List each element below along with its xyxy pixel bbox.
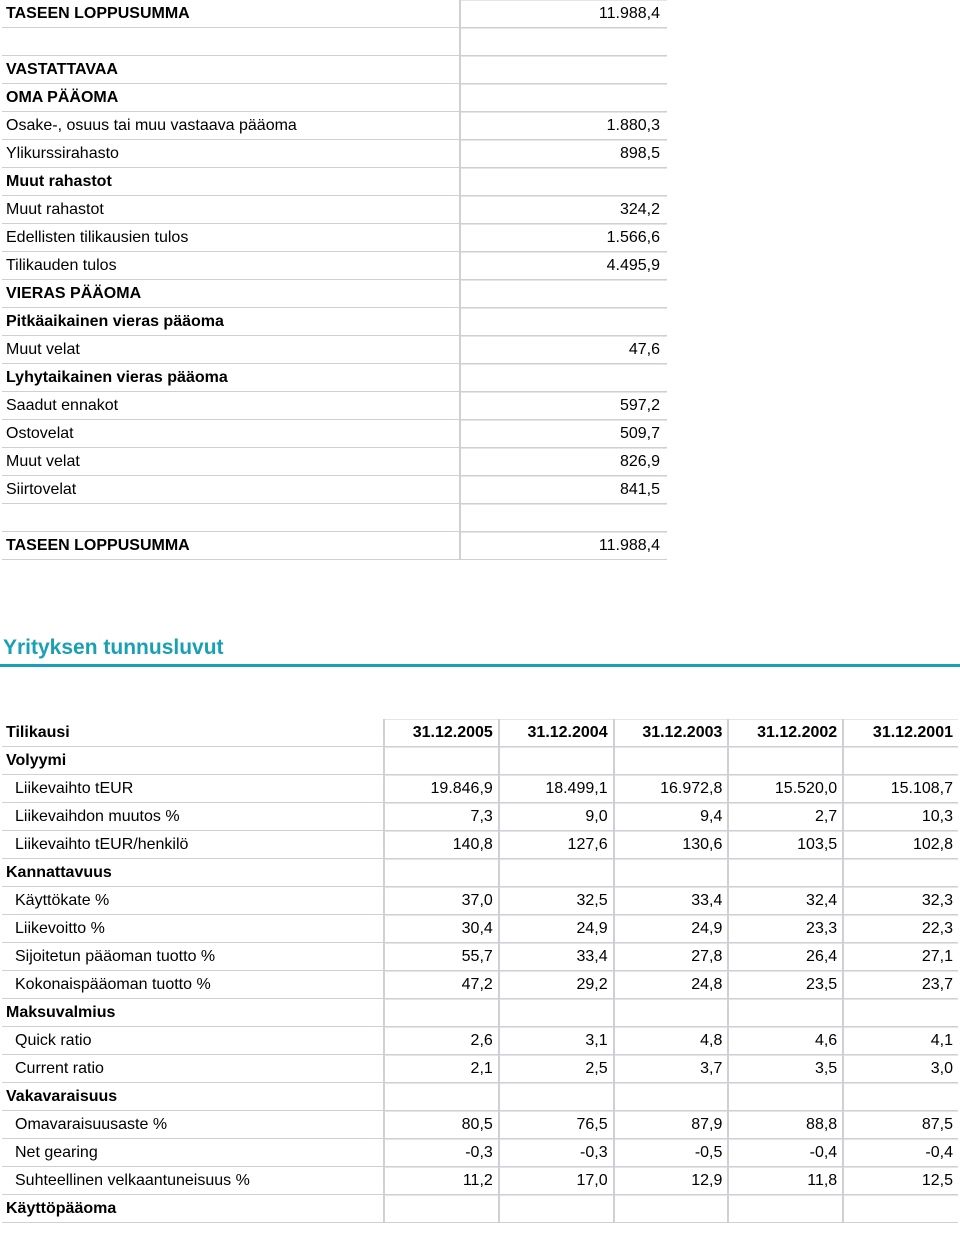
balance-label: Saadut ennakot <box>2 392 460 420</box>
top-total-table <box>2 0 667 28</box>
kpi-value: 11,8 <box>728 1167 843 1195</box>
balance-value <box>460 28 667 56</box>
balance-row <box>2 336 667 364</box>
kpi-label: Kokonaispääoman tuotto % <box>2 971 384 999</box>
kpi-value <box>499 1195 614 1223</box>
kpi-value <box>499 1083 614 1111</box>
kpi-header-label: Tilikausi <box>2 719 384 747</box>
balance-label: Siirtovelat <box>2 476 460 504</box>
kpi-value: -0,3 <box>499 1139 614 1167</box>
balance-label: TASEEN LOPPUSUMMA <box>2 532 460 560</box>
balance-value: 1.880,3 <box>460 112 667 140</box>
kpi-value <box>843 999 958 1027</box>
kpi-value <box>499 859 614 887</box>
kpi-value: -0,4 <box>843 1139 958 1167</box>
kpi-value: 12,5 <box>843 1167 958 1195</box>
balance-value: 841,5 <box>460 476 667 504</box>
kpi-value: 29,2 <box>499 971 614 999</box>
balance-row <box>2 84 667 112</box>
balance-label: VIERAS PÄÄOMA <box>2 280 460 308</box>
kpi-year-header: 31.12.2003 <box>614 719 729 747</box>
kpi-value: 23,3 <box>728 915 843 943</box>
kpi-body <box>2 747 958 1223</box>
balance-label: Ylikurssirahasto <box>2 140 460 168</box>
kpi-value: -0,3 <box>384 1139 499 1167</box>
kpi-value: 37,0 <box>384 887 499 915</box>
kpi-label: Net gearing <box>2 1139 384 1167</box>
balance-value: 826,9 <box>460 448 667 476</box>
balance-value: 509,7 <box>460 420 667 448</box>
balance-label: Ostovelat <box>2 420 460 448</box>
kpi-value: 19.846,9 <box>384 775 499 803</box>
kpi-label: Quick ratio <box>2 1027 384 1055</box>
kpi-value: 10,3 <box>843 803 958 831</box>
kpi-value: 80,5 <box>384 1111 499 1139</box>
kpi-value: 103,5 <box>728 831 843 859</box>
balance-row <box>2 364 667 392</box>
kpi-value: 15.108,7 <box>843 775 958 803</box>
kpi-group-label: Kannattavuus <box>2 859 384 887</box>
kpi-value: 3,1 <box>499 1027 614 1055</box>
kpi-value: 88,8 <box>728 1111 843 1139</box>
kpi-value <box>384 1083 499 1111</box>
kpi-value <box>614 999 729 1027</box>
kpi-value <box>614 859 729 887</box>
balance-row <box>2 504 667 532</box>
kpi-row <box>2 887 958 915</box>
kpi-value: 87,9 <box>614 1111 729 1139</box>
kpi-label: Liikevaihto tEUR/henkilö <box>2 831 384 859</box>
kpi-value: 3,0 <box>843 1055 958 1083</box>
kpi-value <box>728 747 843 775</box>
kpi-header-row <box>2 719 958 747</box>
kpi-value: 12,9 <box>614 1167 729 1195</box>
kpi-group-label: Vakavaraisuus <box>2 1083 384 1111</box>
balance-label <box>2 504 460 532</box>
balance-value <box>460 280 667 308</box>
kpi-value: 2,6 <box>384 1027 499 1055</box>
balance-value: 324,2 <box>460 196 667 224</box>
balance-sheet-table <box>2 28 667 560</box>
balance-label: VASTATTAVAA <box>2 56 460 84</box>
balance-label: OMA PÄÄOMA <box>2 84 460 112</box>
balance-row <box>2 112 667 140</box>
balance-value <box>460 168 667 196</box>
kpi-value: 87,5 <box>843 1111 958 1139</box>
balance-row <box>2 28 667 56</box>
kpi-value: 7,3 <box>384 803 499 831</box>
balance-row <box>2 308 667 336</box>
kpi-value: 24,9 <box>499 915 614 943</box>
kpi-label: Current ratio <box>2 1055 384 1083</box>
kpi-value <box>843 1195 958 1223</box>
kpi-table <box>2 719 958 1223</box>
kpi-row <box>2 1027 958 1055</box>
kpi-label: Liikevaihto tEUR <box>2 775 384 803</box>
kpi-value: 55,7 <box>384 943 499 971</box>
kpi-row <box>2 803 958 831</box>
balance-value <box>460 308 667 336</box>
balance-row <box>2 280 667 308</box>
kpi-group-row <box>2 859 958 887</box>
kpi-year-header: 31.12.2005 <box>384 719 499 747</box>
kpi-value <box>384 859 499 887</box>
kpi-value: -0,4 <box>728 1139 843 1167</box>
balance-value: 47,6 <box>460 336 667 364</box>
kpi-value <box>728 999 843 1027</box>
kpi-value <box>843 859 958 887</box>
balance-label: Muut velat <box>2 336 460 364</box>
kpi-value: 9,0 <box>499 803 614 831</box>
kpi-value: 140,8 <box>384 831 499 859</box>
balance-value: 597,2 <box>460 392 667 420</box>
kpi-value <box>843 1083 958 1111</box>
kpi-value: 33,4 <box>614 887 729 915</box>
kpi-group-row <box>2 999 958 1027</box>
kpi-value: 32,3 <box>843 887 958 915</box>
kpi-value: 17,0 <box>499 1167 614 1195</box>
balance-label: Muut rahastot <box>2 196 460 224</box>
balance-row <box>2 420 667 448</box>
kpi-value: 127,6 <box>499 831 614 859</box>
top-total-value: 11.988,4 <box>460 0 667 28</box>
kpi-label: Liikevaihdon muutos % <box>2 803 384 831</box>
kpi-value: 18.499,1 <box>499 775 614 803</box>
kpi-row <box>2 1167 958 1195</box>
top-total-row <box>2 0 667 28</box>
kpi-row <box>2 1111 958 1139</box>
kpi-label: Omavaraisuusaste % <box>2 1111 384 1139</box>
kpi-row <box>2 831 958 859</box>
kpi-value <box>728 1083 843 1111</box>
kpi-value: 23,5 <box>728 971 843 999</box>
kpi-value <box>499 747 614 775</box>
kpi-value: 24,8 <box>614 971 729 999</box>
kpi-value <box>499 999 614 1027</box>
kpi-value: 9,4 <box>614 803 729 831</box>
balance-label: Muut velat <box>2 448 460 476</box>
kpi-value <box>728 859 843 887</box>
kpi-row <box>2 915 958 943</box>
kpi-value: 3,7 <box>614 1055 729 1083</box>
kpi-year-header: 31.12.2002 <box>728 719 843 747</box>
balance-label: Tilikauden tulos <box>2 252 460 280</box>
kpi-value <box>384 1195 499 1223</box>
kpi-value: 30,4 <box>384 915 499 943</box>
kpi-group-row <box>2 747 958 775</box>
balance-label: Lyhytaikainen vieras pääoma <box>2 364 460 392</box>
kpi-value: 4,1 <box>843 1027 958 1055</box>
kpi-group-row <box>2 1195 958 1223</box>
balance-value: 4.495,9 <box>460 252 667 280</box>
kpi-value <box>384 999 499 1027</box>
kpi-row <box>2 775 958 803</box>
balance-value <box>460 56 667 84</box>
kpi-row <box>2 971 958 999</box>
kpi-label: Käyttökate % <box>2 887 384 915</box>
balance-label: Muut rahastot <box>2 168 460 196</box>
section-title-rule <box>0 664 960 667</box>
kpi-value <box>614 1083 729 1111</box>
kpi-row <box>2 1055 958 1083</box>
balance-label: Edellisten tilikausien tulos <box>2 224 460 252</box>
section-title: Yrityksen tunnusluvut <box>3 636 224 659</box>
kpi-value <box>728 1195 843 1223</box>
kpi-value: 26,4 <box>728 943 843 971</box>
balance-row <box>2 252 667 280</box>
kpi-value: 130,6 <box>614 831 729 859</box>
balance-row <box>2 476 667 504</box>
kpi-value: 24,9 <box>614 915 729 943</box>
balance-row <box>2 448 667 476</box>
balance-sheet-body <box>2 28 667 560</box>
kpi-value: 23,7 <box>843 971 958 999</box>
kpi-value: -0,5 <box>614 1139 729 1167</box>
kpi-label: Suhteellinen velkaantuneisuus % <box>2 1167 384 1195</box>
balance-value: 1.566,6 <box>460 224 667 252</box>
balance-value <box>460 84 667 112</box>
balance-label: Pitkäaikainen vieras pääoma <box>2 308 460 336</box>
balance-row <box>2 168 667 196</box>
kpi-value: 4,8 <box>614 1027 729 1055</box>
kpi-year-header: 31.12.2001 <box>843 719 958 747</box>
kpi-group-label: Maksuvalmius <box>2 999 384 1027</box>
kpi-value: 32,4 <box>728 887 843 915</box>
balance-value <box>460 364 667 392</box>
kpi-value: 76,5 <box>499 1111 614 1139</box>
kpi-group-label: Käyttöpääoma <box>2 1195 384 1223</box>
balance-row <box>2 140 667 168</box>
balance-row <box>2 532 667 560</box>
balance-row <box>2 56 667 84</box>
kpi-value: 47,2 <box>384 971 499 999</box>
kpi-group-row <box>2 1083 958 1111</box>
balance-value <box>460 504 667 532</box>
kpi-value <box>614 1195 729 1223</box>
kpi-value: 102,8 <box>843 831 958 859</box>
kpi-label: Liikevoitto % <box>2 915 384 943</box>
kpi-value: 16.972,8 <box>614 775 729 803</box>
kpi-value: 22,3 <box>843 915 958 943</box>
balance-value: 11.988,4 <box>460 532 667 560</box>
kpi-value: 3,5 <box>728 1055 843 1083</box>
top-total-label: TASEEN LOPPUSUMMA <box>2 0 460 28</box>
kpi-year-header: 31.12.2004 <box>499 719 614 747</box>
kpi-value: 2,1 <box>384 1055 499 1083</box>
kpi-label: Sijoitetun pääoman tuotto % <box>2 943 384 971</box>
kpi-value: 11,2 <box>384 1167 499 1195</box>
kpi-value: 33,4 <box>499 943 614 971</box>
kpi-value: 32,5 <box>499 887 614 915</box>
balance-row <box>2 196 667 224</box>
balance-value: 898,5 <box>460 140 667 168</box>
balance-row <box>2 392 667 420</box>
kpi-row <box>2 1139 958 1167</box>
kpi-value <box>614 747 729 775</box>
kpi-value: 2,7 <box>728 803 843 831</box>
kpi-value: 27,8 <box>614 943 729 971</box>
kpi-row <box>2 943 958 971</box>
balance-row <box>2 224 667 252</box>
kpi-value: 15.520,0 <box>728 775 843 803</box>
kpi-value <box>843 747 958 775</box>
kpi-group-label: Volyymi <box>2 747 384 775</box>
kpi-value: 27,1 <box>843 943 958 971</box>
kpi-value: 2,5 <box>499 1055 614 1083</box>
kpi-value <box>384 747 499 775</box>
balance-label: Osake-, osuus tai muu vastaava pääoma <box>2 112 460 140</box>
balance-label <box>2 28 460 56</box>
kpi-value: 4,6 <box>728 1027 843 1055</box>
